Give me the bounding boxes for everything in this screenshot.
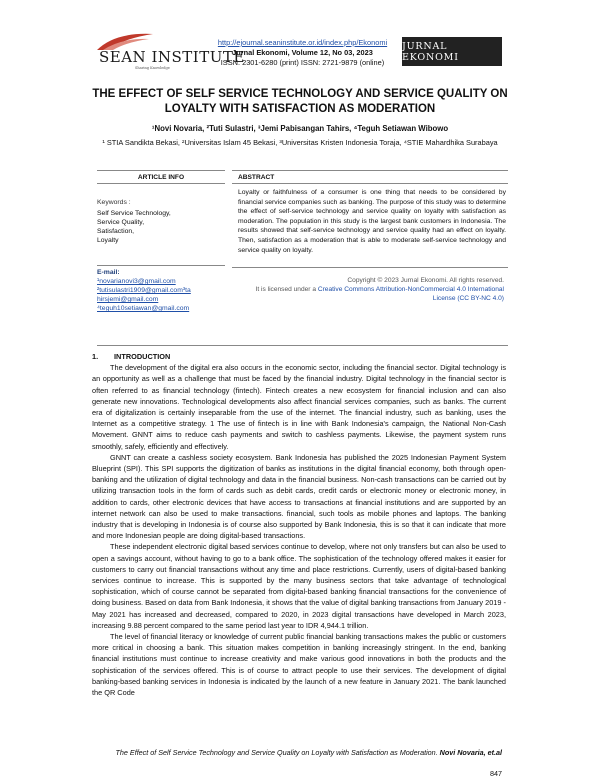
paper-affiliations: ¹ STIA Sandikta Bekasi, ²Universitas Islam 45 Bekasi, ³Universitas Kristen Indonesia Toraja, ⁴STIE Mahardhika Surabaya xyxy=(102,138,498,147)
section-divider xyxy=(97,345,508,346)
abstract-heading: ABSTRACT xyxy=(232,170,508,184)
keywords-box xyxy=(97,188,225,266)
body-text xyxy=(92,351,506,698)
paragraph: GNNT can create a cashless society ecosystem. Bank Indonesia has published the 2025 Indonesian Payment System Blueprint (SPI). This SPI supports the digitization of banks as institutions in the digital financial economy, both through open-banking and the utilization of digital technology and data in the financial business. Non-cash transactions can be carried out by utilizing transaction tools in the form of cards such as debit cards, credit cards or electronic money or electronic money, in addition to cards, other electronic devices that have access to transactions at financial institutions and are supported by an internet network can also be used to make transactions. financial, such tools as mobile phones and laptops. The banking industry that is developing in Indonesia is of course also supported by Bank Indonesia, this is so that it can indicate that more and more Indonesian people are doing digital-based transactions. xyxy=(92,452,506,541)
abstract-text: Loyalty or faithfulness of a consumer is one thing that needs to be considered by financial service companies such as banking. The purpose of this study was to determine the effect of self-service technology and service quality on loyalty with satisfaction as moderation. The population in this study is the largest bank customers in Indonesia. The results showed that self-service technology and service quality had an effect on loyalty. Then, satisfaction as a moderation that is able to moderate self-service technology and service quality on loyalty. xyxy=(238,189,506,254)
page-header xyxy=(0,0,600,72)
page-number: 847 xyxy=(490,769,502,776)
journal-volume: Jurnal Ekonomi, Volume 12, No 03, 2023 xyxy=(232,48,373,57)
email-link[interactable]: ²tutisulastri1909@gmail.com³ta xyxy=(97,287,191,294)
journal-issn: ISSN: 2301-6280 (print) ISSN: 2721-9879 (online) xyxy=(220,58,385,67)
paragraph: These independent electronic digital based services continue to develop, where not only transfers but can also be used to open a savings account, without having to go to a bank office. The sophistication of the technology offered makes it easier for customers to carry out financial transactions without any time and place restrictions. Currently, users of digital-based banking services continue to increase. This is supported by the many business sectors that take advantage of technological sophistication, which of course cannot be separated from digital-based banking financial transactions for the convenience of doing business. Based on data from Bank Indonesia, it shows that the value of digital banking transactions from January 2019 - May 2021 has increased and decreased, compared to 2020, in 2023 digital transactions have developed in March 2023, increasing 9.88 percent compared to the same period last year to IDR 4,944.1 trillion. xyxy=(92,542,506,630)
email-box xyxy=(97,268,225,344)
paper-authors: ¹Novi Novaria, ²Tuti Sulastri, ³Jemi Pabisangan Tahirs, ⁴Teguh Setiawan Wibowo xyxy=(151,124,449,133)
section-heading xyxy=(92,351,506,362)
paragraph: The development of the digital era also occurs in the economic sector, including the financial sector. Digital technology is an opportunity as well as a challenge that must be faced by the financial industry. Digital technology in the financial sector is often referred to as financial technology (fintech). Fintech creates a new ecosystem for financial inclusion and can also generate new innovations. Technological developments also affect financial services companies, such as banks. The current era of digitalization is certainly inseparable from the use of the internet. The financial industry, such as banking, uses the Internet as a competitive strategy. 1 The use of fintech is in line with Bank Indonesia's campaign, the National Non-Cash Movement. GNNT aims to reduce cash payments and switch to cashless payments. Likewise, the payment system runs smoothly, safely, efficiently and effectively. xyxy=(92,363,506,451)
keywords-label: Keywords : xyxy=(97,199,131,206)
email-link[interactable]: ¹novarianovi3@gmail.com xyxy=(97,278,176,285)
keyword-item: Loyalty xyxy=(97,237,119,244)
article-info-heading: ARTICLE INFO xyxy=(97,170,225,184)
running-authors: Novi Novaria, et.al xyxy=(439,748,502,757)
section-number: 1. xyxy=(92,352,99,361)
keyword-item: Satisfaction, xyxy=(97,228,135,235)
sean-institute-logo xyxy=(95,30,245,72)
keyword-item: Self Service Technology, xyxy=(97,210,171,217)
journal-badge: JURNAL EKONOMI xyxy=(402,37,502,66)
paper-title: THE EFFECT OF SELF SERVICE TECHNOLOGY AND SERVICE QUALITY ON LOYALTY WITH SATISFACTION AS MODERATION xyxy=(92,88,508,115)
email-label: E-mail: xyxy=(97,269,120,276)
logo-subtext: Sharing Knowledge xyxy=(135,66,170,70)
abstract-divider xyxy=(232,267,508,268)
section-title: INTRODUCTION xyxy=(114,352,171,361)
license-link[interactable]: Creative Commons Attribution-NonCommercial 4.0 International License (CC BY-NC 4.0) xyxy=(317,286,504,302)
license-prefix: It is licensed under a xyxy=(255,286,318,293)
logo-text: SEAN INSTITUTE xyxy=(99,48,245,66)
email-link[interactable]: ⁴teguh10setiawan@gmail.com xyxy=(97,305,190,312)
paragraph: The level of financial literacy or knowledge of current public financial banking transactions makes the public or customers more critical in choosing a bank. This situation makes competition in banking increasingly stringent. In the end, banking financial institutions must continue to increase creativity and make various good innovations in both the products and the sophistication of the services offered. This is of course to attract people to use their services. The development of digital banking-based banking services in Indonesia is indicated by the launch of a new feature in January 2021. The bank launched the QR Code xyxy=(92,632,506,698)
email-link[interactable]: hirsjemi@gmail.com xyxy=(97,296,159,303)
journal-url-link[interactable]: http://ejournal.seaninstitute.or.id/index.php/Ekonomi xyxy=(217,38,388,47)
journal-info xyxy=(205,38,400,68)
keyword-item: Service Quality, xyxy=(97,219,145,226)
running-title: The Effect of Self Service Technology and Service Quality on Loyalty with Satisfaction as Moderation. xyxy=(115,748,438,757)
page-footer xyxy=(100,748,502,758)
copyright-line: Copyright © 2023 Jurnal Ekonomi. All rights reserved. xyxy=(347,277,504,284)
copyright-notice xyxy=(232,276,504,303)
